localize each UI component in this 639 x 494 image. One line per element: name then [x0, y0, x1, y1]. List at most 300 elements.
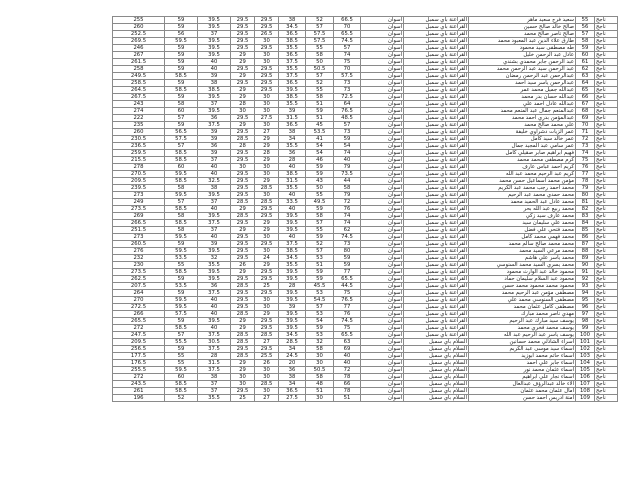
subject-3-cell: 25	[231, 395, 255, 402]
result-cell: ناجح	[595, 241, 618, 248]
city-cell: اسوان	[361, 255, 404, 262]
subject-1-cell: 59	[165, 52, 198, 59]
student-name-cell: محمد احمد رجب محمد عبد الكريم	[469, 185, 576, 192]
city-cell: اسوان	[361, 220, 404, 227]
school-cell: القراعنة باي سمبل	[404, 94, 469, 101]
subject-7-cell: 76	[334, 206, 361, 213]
subject-5-cell: 34	[279, 381, 306, 388]
subject-3-cell: 29.5	[231, 115, 255, 122]
subject-6-cell: 50	[306, 59, 334, 66]
subject-4-cell: 29.5	[255, 206, 279, 213]
school-cell: السلام باي سمبل	[404, 374, 469, 381]
result-cell: ناجح	[595, 276, 618, 283]
total-cell: 243	[113, 101, 165, 108]
result-cell: ناجح	[595, 332, 618, 339]
result-cell: ناجح	[595, 178, 618, 185]
subject-1-cell: 59	[165, 24, 198, 31]
subject-6-cell: 51	[306, 262, 334, 269]
subject-2-cell: 37	[198, 381, 231, 388]
city-cell: اسوان	[361, 234, 404, 241]
subject-5-cell: 39.5	[279, 227, 306, 234]
subject-1-cell: 57	[165, 199, 198, 206]
subject-1-cell: 58	[165, 185, 198, 192]
city-cell: اسوان	[361, 276, 404, 283]
table-row	[113, 31, 618, 38]
school-cell: القراعنة باي سمبل	[404, 80, 469, 87]
subject-5-cell: 39.5	[279, 213, 306, 220]
table-row	[113, 206, 618, 213]
subject-1-cell: 59.5	[165, 304, 198, 311]
school-cell: القراعنة باي سمبل	[404, 17, 469, 24]
result-cell: ناجح	[595, 255, 618, 262]
total-cell: 258.5	[113, 80, 165, 87]
subject-3-cell: 29.5	[231, 297, 255, 304]
subject-3-cell: 29	[231, 367, 255, 374]
student-name-cell: عمر خالد سيد كامل	[469, 136, 576, 143]
subject-7-cell: 59	[334, 262, 361, 269]
subject-5-cell: 31.5	[279, 178, 306, 185]
subject-3-cell: 28.5	[231, 213, 255, 220]
subject-3-cell: 28.5	[231, 199, 255, 206]
student-name-cell: محمد مرعي السيد محمد	[469, 248, 576, 255]
subject-2-cell: 39	[198, 150, 231, 157]
table-row	[113, 262, 618, 269]
subject-7-cell: 65.5	[334, 332, 361, 339]
table-row	[113, 150, 618, 157]
serial-number-cell: 64	[576, 80, 595, 87]
subject-4-cell: 30	[255, 94, 279, 101]
city-cell: اسوان	[361, 59, 404, 66]
subject-7-cell: 70	[334, 66, 361, 73]
subject-3-cell: 29.5	[231, 255, 255, 262]
subject-4-cell: 29.5	[255, 269, 279, 276]
subject-5-cell: 20	[279, 360, 306, 367]
school-cell: القراعنة باي سمبل	[404, 325, 469, 332]
subject-5-cell: 35.5	[279, 66, 306, 73]
subject-4-cell: 29.5	[255, 66, 279, 73]
student-name-cell: محمود خالد عبد الوارث محمود	[469, 269, 576, 276]
total-cell: 176.5	[113, 360, 165, 367]
subject-3-cell: 29	[231, 87, 255, 94]
student-name-cell: سعيد فرج سعيد ماهر	[469, 17, 576, 24]
total-cell: 177.5	[113, 353, 165, 360]
serial-number-cell: 60	[576, 52, 595, 59]
city-cell: اسوان	[361, 325, 404, 332]
city-cell: اسوان	[361, 17, 404, 24]
student-name-cell: مصطفى مؤمن عبد الرحيم محمد	[469, 290, 576, 297]
result-cell: ناجح	[595, 339, 618, 346]
subject-1-cell: 59	[165, 66, 198, 73]
serial-number-cell: 74	[576, 150, 595, 157]
subject-1-cell: 53.5	[165, 255, 198, 262]
total-cell: 269	[113, 213, 165, 220]
subject-3-cell: 28	[231, 143, 255, 150]
city-cell: اسوان	[361, 206, 404, 213]
student-name-cell: اسماء نجار علي ابراهيم	[469, 374, 576, 381]
subject-7-cell: 73	[334, 87, 361, 94]
city-cell: اسوان	[361, 73, 404, 80]
subject-2-cell: 38	[198, 185, 231, 192]
subject-2-cell: 37	[198, 199, 231, 206]
subject-3-cell: 29	[231, 206, 255, 213]
table-row	[113, 395, 618, 402]
subject-3-cell: 29	[231, 360, 255, 367]
subject-1-cell: 53.5	[165, 283, 198, 290]
subject-4-cell: 29.5	[255, 325, 279, 332]
table-row	[113, 59, 618, 66]
school-cell: القراعنة باي سمبل	[404, 255, 469, 262]
subject-6-cell: 58	[306, 52, 334, 59]
result-cell: ناجح	[595, 115, 618, 122]
student-name-cell: عبدالله عادل احمد علي	[469, 101, 576, 108]
subject-4-cell: 29	[255, 311, 279, 318]
subject-2-cell: 35.5	[198, 262, 231, 269]
total-cell: 273	[113, 192, 165, 199]
table-row	[113, 276, 618, 283]
subject-3-cell: 29	[231, 269, 255, 276]
subject-6-cell: 50	[306, 185, 334, 192]
total-cell: 278	[113, 164, 165, 171]
subject-3-cell: 29.5	[231, 290, 255, 297]
subject-6-cell: 45	[306, 122, 334, 129]
subject-5-cell: 38	[279, 129, 306, 136]
serial-number-cell: 90	[576, 262, 595, 269]
serial-number-cell: 92	[576, 276, 595, 283]
subject-5-cell: 36.5	[279, 31, 306, 38]
result-cell: ناجح	[595, 360, 618, 367]
subject-7-cell: 64	[334, 101, 361, 108]
subject-5-cell: 38.5	[279, 248, 306, 255]
result-cell: ناجح	[595, 311, 618, 318]
result-cell: ناجح	[595, 31, 618, 38]
school-cell: القراعنة باي سمبل	[404, 206, 469, 213]
serial-number-cell: 87	[576, 241, 595, 248]
subject-7-cell: 65.5	[334, 276, 361, 283]
school-cell: القراعنة باي سمبل	[404, 136, 469, 143]
result-cell: ناجح	[595, 395, 618, 402]
school-cell: القراعنة باي سمبل	[404, 178, 469, 185]
student-name-cell: يوسف محمد فخري محمد	[469, 325, 576, 332]
subject-5-cell: 34.5	[279, 255, 306, 262]
subject-6-cell: 55	[306, 87, 334, 94]
subject-4-cell: 25.5	[255, 353, 279, 360]
school-cell: القراعنة باي سمبل	[404, 192, 469, 199]
result-cell: ناجح	[595, 318, 618, 325]
subject-2-cell: 31.5	[198, 360, 231, 367]
serial-number-cell: 56	[576, 24, 595, 31]
subject-2-cell: 40	[198, 297, 231, 304]
subject-7-cell: 72.5	[334, 94, 361, 101]
city-cell: اسوان	[361, 367, 404, 374]
subject-3-cell: 28.5	[231, 339, 255, 346]
student-name-cell: كريم عبد الرحيم محمد عبد الله	[469, 171, 576, 178]
school-cell: القراعنة باي سمبل	[404, 52, 469, 59]
subject-1-cell: 55	[165, 353, 198, 360]
subject-6-cell: 53.5	[306, 129, 334, 136]
subject-1-cell: 58.5	[165, 150, 198, 157]
city-cell: اسوان	[361, 332, 404, 339]
subject-7-cell: 48.5	[334, 115, 361, 122]
city-cell: اسوان	[361, 31, 404, 38]
subject-1-cell: 58.5	[165, 157, 198, 164]
serial-number-cell: 88	[576, 248, 595, 255]
subject-2-cell: 39.5	[198, 52, 231, 59]
subject-5-cell: 37.5	[279, 241, 306, 248]
school-cell: القراعنة باي سمبل	[404, 297, 469, 304]
school-cell: القراعنة باي سمبل	[404, 150, 469, 157]
subject-1-cell: 59	[165, 290, 198, 297]
table-row	[113, 164, 618, 171]
subject-2-cell: 38.5	[198, 87, 231, 94]
serial-number-cell: 77	[576, 171, 595, 178]
subject-4-cell: 29.5	[255, 241, 279, 248]
city-cell: اسوان	[361, 395, 404, 402]
subject-2-cell: 39.5	[198, 192, 231, 199]
total-cell: 209.5	[113, 178, 165, 185]
total-cell: 264	[113, 290, 165, 297]
total-cell: 276	[113, 248, 165, 255]
school-cell: القراعنة باي سمبل	[404, 304, 469, 311]
subject-6-cell: 54	[306, 143, 334, 150]
subject-7-cell: 74.5	[334, 38, 361, 45]
subject-5-cell: 40	[279, 206, 306, 213]
subject-2-cell: 32.5	[198, 178, 231, 185]
subject-1-cell: 58.5	[165, 206, 198, 213]
subject-1-cell: 58	[165, 227, 198, 234]
serial-number-cell: 69	[576, 115, 595, 122]
table-row	[113, 332, 618, 339]
serial-number-cell: 63	[576, 73, 595, 80]
subject-6-cell: 59	[306, 234, 334, 241]
student-name-cell: اسماء سيد موسى عبد الكريم	[469, 346, 576, 353]
result-cell: ناجح	[595, 213, 618, 220]
school-cell: القراعنة باي سمبل	[404, 318, 469, 325]
student-name-cell: امنة ادريس احمد حسن	[469, 395, 576, 402]
subject-7-cell: 66	[334, 381, 361, 388]
subject-6-cell: 59	[306, 171, 334, 178]
subject-2-cell: 39.5	[198, 24, 231, 31]
subject-7-cell: 74	[334, 213, 361, 220]
table-row	[113, 101, 618, 108]
serial-number-cell: 96	[576, 304, 595, 311]
subject-1-cell: 58.5	[165, 269, 198, 276]
student-name-cell: صالح خالد صالح حسين	[469, 24, 576, 31]
table-row	[113, 24, 618, 31]
subject-3-cell: 29	[231, 318, 255, 325]
table-row	[113, 304, 618, 311]
table-row	[113, 17, 618, 24]
subject-6-cell: 46	[306, 157, 334, 164]
total-cell: 267.5	[113, 94, 165, 101]
subject-7-cell: 73	[334, 241, 361, 248]
student-name-cell: صالح ناصر صالح محمد	[469, 31, 576, 38]
student-name-cell: محمد فتحي علي فضل	[469, 227, 576, 234]
student-name-cell: عبد الرحمن سيد عبد الرحمن محمد	[469, 66, 576, 73]
subject-2-cell: 37	[198, 31, 231, 38]
subject-6-cell: 50.5	[306, 367, 334, 374]
student-name-cell: محمود عبد السلام سليمان حماد	[469, 276, 576, 283]
subject-5-cell: 34	[279, 136, 306, 143]
table-row	[113, 325, 618, 332]
city-cell: اسوان	[361, 360, 404, 367]
subject-4-cell: 30	[255, 59, 279, 66]
subject-1-cell: 58.5	[165, 220, 198, 227]
city-cell: اسوان	[361, 353, 404, 360]
subject-6-cell: 57	[306, 304, 334, 311]
subject-6-cell: 30	[306, 360, 334, 367]
city-cell: اسوان	[361, 304, 404, 311]
subject-7-cell: 40	[334, 157, 361, 164]
school-cell: السلام باي سمبل	[404, 395, 469, 402]
result-cell: ناجح	[595, 262, 618, 269]
subject-3-cell: 29.5	[231, 388, 255, 395]
total-cell: 270.5	[113, 171, 165, 178]
student-name-cell: عبدالله حسان بدر محمد	[469, 94, 576, 101]
subject-4-cell: 24	[255, 255, 279, 262]
subject-5-cell: 39.5	[279, 220, 306, 227]
subject-1-cell: 59.5	[165, 171, 198, 178]
subject-4-cell: 30	[255, 234, 279, 241]
total-cell: 209.5	[113, 339, 165, 346]
subject-4-cell: 29.5	[255, 73, 279, 80]
city-cell: اسوان	[361, 374, 404, 381]
total-cell: 273.5	[113, 269, 165, 276]
total-cell: 274	[113, 108, 165, 115]
city-cell: اسوان	[361, 150, 404, 157]
school-cell: القراعنة باي سمبل	[404, 73, 469, 80]
subject-2-cell: 39.5	[198, 108, 231, 115]
subject-6-cell: 59	[306, 164, 334, 171]
subject-5-cell: 39.5	[279, 297, 306, 304]
subject-2-cell: 36	[198, 283, 231, 290]
subject-3-cell: 29.5	[231, 346, 255, 353]
total-cell: 273.5	[113, 206, 165, 213]
student-name-cell: طه مصطفى سيد محمود	[469, 45, 576, 52]
subject-7-cell: 51	[334, 395, 361, 402]
subject-7-cell: 57.5	[334, 73, 361, 80]
total-cell: 251.5	[113, 227, 165, 234]
subject-4-cell: 28.5	[255, 332, 279, 339]
total-cell: 230.5	[113, 136, 165, 143]
subject-6-cell: 59	[306, 108, 334, 115]
subject-5-cell: 27.5	[279, 395, 306, 402]
result-cell: ناجح	[595, 381, 618, 388]
city-cell: اسوان	[361, 339, 404, 346]
subject-7-cell: 74	[334, 150, 361, 157]
subject-3-cell: 29	[231, 52, 255, 59]
result-cell: ناجح	[595, 290, 618, 297]
table-row	[113, 171, 618, 178]
result-cell: ناجح	[595, 388, 618, 395]
subject-3-cell: 29.5	[231, 171, 255, 178]
subject-3-cell: 30	[231, 374, 255, 381]
subject-5-cell: 35.5	[279, 45, 306, 52]
school-cell: القراعنة باي سمبل	[404, 227, 469, 234]
city-cell: اسوان	[361, 66, 404, 73]
serial-number-cell: 65	[576, 87, 595, 94]
subject-1-cell: 55	[165, 262, 198, 269]
result-cell: ناجح	[595, 325, 618, 332]
table-row	[113, 374, 618, 381]
total-cell: 207.5	[113, 283, 165, 290]
student-name-cell: عمر الزيات دشراوي خليفة	[469, 129, 576, 136]
subject-1-cell: 58.5	[165, 388, 198, 395]
subject-7-cell: 72	[334, 199, 361, 206]
subject-6-cell: 53	[306, 290, 334, 297]
table-row	[113, 248, 618, 255]
student-name-cell: مصطفى السنوسي محمد علي	[469, 297, 576, 304]
subject-2-cell: 39.5	[198, 45, 231, 52]
subject-7-cell: 78	[334, 374, 361, 381]
city-cell: اسوان	[361, 290, 404, 297]
school-cell: القراعنة باي سمبل	[404, 38, 469, 45]
result-cell: ناجح	[595, 199, 618, 206]
result-cell: ناجح	[595, 52, 618, 59]
total-cell: 246	[113, 45, 165, 52]
subject-5-cell: 36.5	[279, 80, 306, 87]
student-name-cell: عبدالله جميل محمد عمر	[469, 87, 576, 94]
school-cell: القراعنة باي سمبل	[404, 59, 469, 66]
subject-4-cell: 26	[255, 360, 279, 367]
subject-4-cell: 29.5	[255, 45, 279, 52]
school-cell: القراعنة باي سمبل	[404, 164, 469, 171]
total-cell: 264.5	[113, 87, 165, 94]
serial-number-cell: 104	[576, 360, 595, 367]
subject-6-cell: 58	[306, 94, 334, 101]
subject-7-cell: 58	[334, 185, 361, 192]
subject-1-cell: 59	[165, 122, 198, 129]
school-cell: القراعنة باي سمبل	[404, 241, 469, 248]
subject-2-cell: 40	[198, 311, 231, 318]
subject-4-cell: 30	[255, 52, 279, 59]
serial-number-cell: 91	[576, 269, 595, 276]
subject-6-cell: 54	[306, 150, 334, 157]
subject-6-cell: 59	[306, 276, 334, 283]
subject-3-cell: 29.5	[231, 248, 255, 255]
subject-2-cell: 37.5	[198, 332, 231, 339]
school-cell: القراعنة باي سمبل	[404, 115, 469, 122]
subject-6-cell: 57	[306, 24, 334, 31]
subject-5-cell: 39.5	[279, 318, 306, 325]
subject-2-cell: 37	[198, 388, 231, 395]
subject-1-cell: 60	[165, 164, 198, 171]
serial-number-cell: 107	[576, 381, 595, 388]
serial-number-cell: 68	[576, 108, 595, 115]
subject-3-cell: 30	[231, 381, 255, 388]
serial-number-cell: 75	[576, 157, 595, 164]
subject-4-cell: 28	[255, 150, 279, 157]
subject-3-cell: 26	[231, 262, 255, 269]
subject-6-cell: 41	[306, 136, 334, 143]
subject-4-cell: 28.5	[255, 185, 279, 192]
result-cell: ناجح	[595, 192, 618, 199]
student-name-cell: عبدالمنعم جمال عبد المنعم محمد	[469, 108, 576, 115]
serial-number-cell: 105	[576, 367, 595, 374]
school-cell: القراعنة باي سمبل	[404, 143, 469, 150]
student-name-cell: طارق علاء الدين عبد المعبود محمد	[469, 38, 576, 45]
student-name-cell: عادل عبد الرحمن خليل	[469, 52, 576, 59]
subject-6-cell: 54	[306, 318, 334, 325]
total-cell: 255	[113, 17, 165, 24]
result-cell: ناجح	[595, 346, 618, 353]
subject-4-cell: 29.5	[255, 276, 279, 283]
total-cell: 258	[113, 66, 165, 73]
subject-7-cell: 76.5	[334, 108, 361, 115]
subject-7-cell: 70	[334, 24, 361, 31]
subject-6-cell: 59	[306, 269, 334, 276]
serial-number-cell: 100	[576, 332, 595, 339]
subject-1-cell: 57.5	[165, 136, 198, 143]
